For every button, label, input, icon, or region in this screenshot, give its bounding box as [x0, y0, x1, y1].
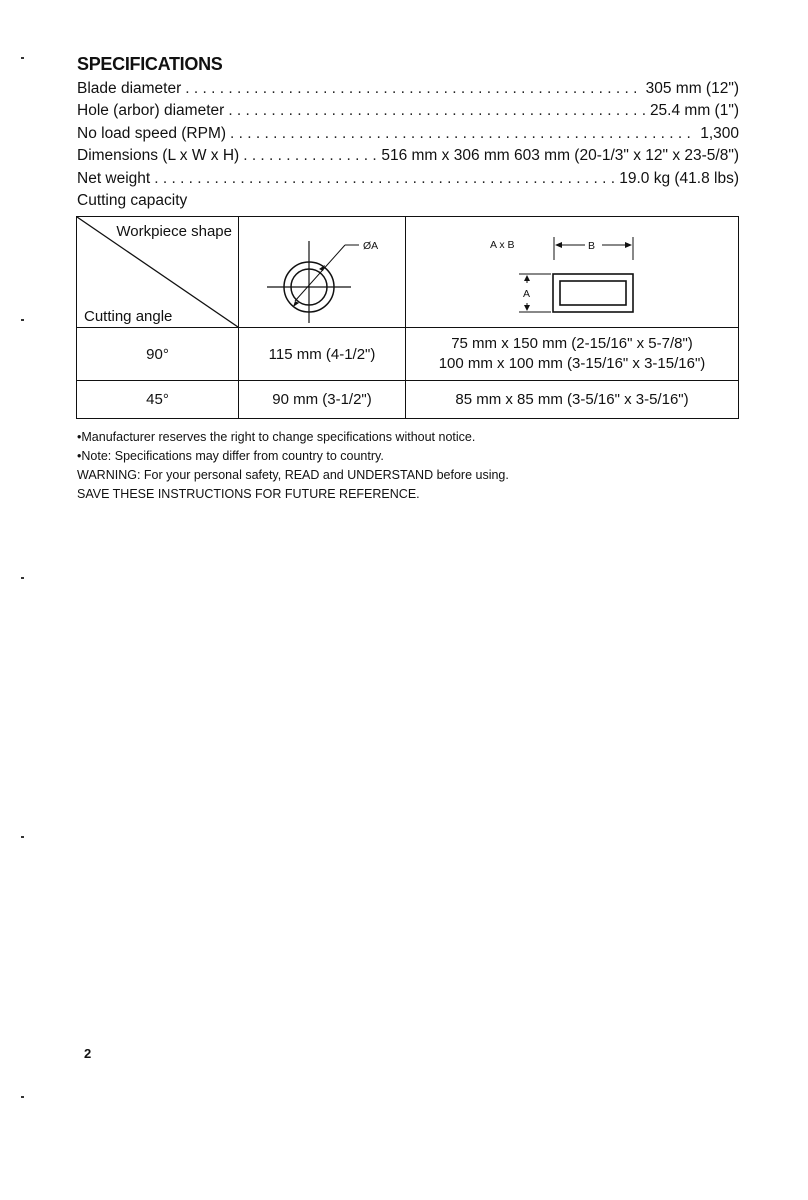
- round-pipe-icon: [239, 217, 405, 327]
- rect-capacity-cell: [406, 328, 739, 381]
- spec-value: 305 mm (12"): [645, 80, 739, 97]
- table-row-90: [77, 328, 739, 381]
- axb-label: A x B: [490, 239, 515, 251]
- cutting-capacity-table: [76, 216, 739, 419]
- round-workpiece-header: [239, 217, 406, 328]
- binding-mark: [21, 57, 24, 59]
- binding-mark: [21, 836, 24, 838]
- warning-line: WARNING: For your personal safety, READ and UNDERSTAND before using.: [77, 468, 509, 482]
- binding-mark: [21, 1096, 24, 1098]
- rect-capacity-line: 100 mm x 100 mm (3-15/16" x 3-15/16"): [438, 355, 706, 372]
- leader-dots: [185, 80, 641, 98]
- b-label: B: [588, 240, 596, 252]
- binding-mark: [21, 319, 24, 321]
- diagonal-header-cell: [77, 217, 239, 328]
- table-header-row: [77, 217, 739, 328]
- spec-value: 516 mm x 306 mm 603 mm (20-1/3" x 12" x 23-5/8"): [381, 147, 739, 164]
- notes-block: [77, 428, 509, 504]
- spec-hole-diameter: [77, 102, 739, 124]
- table-row-45: [77, 381, 739, 419]
- spec-value: 19.0 kg (41.8 lbs): [619, 170, 739, 187]
- spec-no-load-speed: [77, 125, 739, 147]
- spec-label: No load speed (RPM): [77, 125, 227, 142]
- section-title: SPECIFICATIONS: [77, 54, 223, 74]
- round-capacity-cell: 115 mm (4-1/2"): [239, 328, 406, 381]
- round-capacity-cell: 90 mm (3-1/2"): [239, 381, 406, 419]
- cutting-capacity-label: Cutting capacity: [77, 192, 188, 209]
- diameter-label: ØA: [363, 240, 379, 252]
- spec-label: Blade diameter: [77, 80, 182, 97]
- cutting-angle-header: Cutting angle: [84, 308, 173, 325]
- rect-pipe-icon: [406, 217, 738, 327]
- spec-value: 1,300: [700, 125, 739, 142]
- rect-capacity-cell: 85 mm x 85 mm (3-5/16" x 3-5/16"): [406, 381, 739, 419]
- spec-label: Net weight: [77, 170, 151, 187]
- rect-capacity-line: 75 mm x 150 mm (2-15/16" x 5-7/8"): [451, 335, 693, 352]
- page-number: 2: [84, 1046, 92, 1061]
- angle-cell: 90°: [77, 328, 239, 381]
- spec-label: Hole (arbor) diameter: [77, 102, 225, 119]
- note-line: •Note: Specifications may differ from country to country.: [77, 449, 384, 463]
- save-instructions-line: SAVE THESE INSTRUCTIONS FOR FUTURE REFERENCE.: [77, 487, 420, 501]
- leader-dots: [154, 170, 615, 188]
- leader-dots: [243, 147, 377, 165]
- binding-mark: [21, 577, 24, 579]
- spec-dimensions: [77, 147, 739, 169]
- spec-value: 25.4 mm (1"): [649, 102, 739, 119]
- spec-blade-diameter: [77, 80, 739, 102]
- note-line: •Manufacturer reserves the right to change specifications without notice.: [77, 430, 476, 444]
- spec-net-weight: [77, 170, 739, 192]
- angle-cell: 45°: [77, 381, 239, 419]
- spec-label: Dimensions (L x W x H): [77, 147, 240, 164]
- rect-workpiece-header: [406, 217, 739, 328]
- leader-dots: [228, 102, 646, 120]
- workpiece-shape-header: Workpiece shape: [116, 223, 232, 240]
- leader-dots: [230, 125, 696, 143]
- a-label: A: [523, 288, 531, 300]
